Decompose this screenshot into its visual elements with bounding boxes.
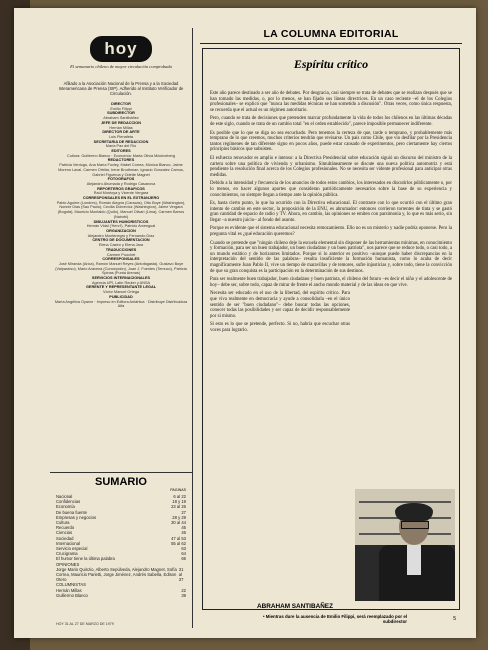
- summary-item-page: 64: [181, 551, 186, 557]
- masthead-column: [50, 28, 193, 628]
- summary-item-title: Empresas y negocios: [56, 514, 97, 520]
- staff-heading: TRADUCCIONES: [105, 247, 137, 252]
- staff-names: Víctor Manuel Ortega: [102, 290, 140, 295]
- affiliation-text: Afiliado a la Asociación Nacional de la Prensa y a la Sociedad Interamericana de Prensa (SIP). Adherido al Instituto Verificador de Circulación.: [58, 81, 184, 96]
- staff-heading: JEFE DE REDACCION: [101, 120, 141, 125]
- summary-item-title: Nacional: [56, 494, 73, 499]
- staff-heading: SERVICIOS INTERNACIONALES: [91, 276, 151, 281]
- summary-item-title: De buena fuente: [56, 509, 87, 515]
- editorial-title: Espíritu crítico: [293, 57, 369, 71]
- author-photo: [355, 489, 455, 601]
- staff-names: Hernán Millas: [109, 125, 133, 130]
- staff-heading: EDITORES: [111, 149, 131, 154]
- staff-names: María Paz del Río: [105, 144, 137, 149]
- summary-item-page: 23 al 26: [171, 504, 186, 510]
- staff-heading: SECRETARIA DE REDACCION: [93, 139, 149, 144]
- staff-names: Pablo Aguirre (Londres), Román Alegría (Caracas), Otto Boye (Washington), Nonnie Dias (Sao Paulo), Cecilia Dobrevicz (Washington), Jaime Vergara (Bogotá), Mauricio Montaldo (Quito), Manuel Olivari (Lima), Carmen Barros (Nairobi): [56, 200, 186, 219]
- staff-heading: CORRESPONSALES EN EL EXTRANJERO: [82, 196, 160, 201]
- hair-image: [395, 503, 433, 521]
- editorial-box: [202, 48, 460, 624]
- staff-names: Emilio Filippi: [110, 106, 132, 111]
- summary-item-page: 6 al 22: [173, 494, 186, 499]
- summary-item-page: 46: [181, 530, 186, 536]
- staff-heading: CENTRO DE DOCUMENTACION: [92, 238, 150, 243]
- staff-heading: FOTOGRAFOS: [107, 177, 135, 182]
- staff-heading: CORRESPONSALES: [102, 257, 140, 262]
- staff-heading: ORGANIZACION: [106, 228, 136, 233]
- summary-item-title: Confidencias: [56, 499, 81, 505]
- editorial-paragraph: Cuando se pretende que "ningún chileno deje la escuela elemental sin disponer de las herramientas mínimas, en conocimiento y formación, para ser un buen trabajador, un buen ciudadano y un buen patriota", nos parece que se reduce todo, o casi todo, a un mundo estático y de horizontes limitados. Porque si lo anterior es positivo –aunque puede haber discrepancias en la interpretación del sentido de las palabras– resulta insuficiente la formación humanista, como lo acaba de decir magníficamente Juan Pablo II, vive un tiempo de maravillas y de temores, sufre injusticias y, sobre todo, tiene la convicción de que su gran conquista es la participación en la determinación de sus destinos.: [210, 240, 452, 274]
- editorial-paragraph: Pero, cuando se trata de decisiones que pretenden marcar profundamente la vida de todos los chilenos en las últimas décadas de este siglo, cuando se trata de un cambio total "en el orden establecido", parece imposible permanecer indiferente.: [210, 116, 452, 127]
- summary-item-title: Recuerdo: [56, 525, 75, 531]
- staff-heading: REDACTORES: [107, 158, 135, 163]
- issue-footer: HOY 31 AL 27 DE MARZO DE 1979: [56, 622, 114, 626]
- staff-heading: REPORTEROS GRAFICOS: [97, 186, 145, 191]
- staff-names: Alejandro Ahumada y Rodrigo Casanova: [86, 181, 156, 186]
- summary-item-title: Ciencias: [56, 530, 73, 536]
- page-number: 5: [453, 616, 456, 622]
- author-note: • Mientras dure la ausencia de Emilio Filippi, será reemplazado por el subdirector: [262, 614, 407, 624]
- summary-item-page: 55 al 62: [171, 540, 186, 546]
- shirt-image: [407, 545, 421, 575]
- editorial-paragraph: Debido a la intensidad y frecuencia de los anuncios de todos estos cambios, los interesados en discutirlos públicamente o, por lo menos, en hacer algunos aportes que consideran patrióticamente necesarios sobre la base de su experiencia y conocimientos, no siempre llegan a tiempo ante la opinión pública.: [210, 181, 452, 198]
- editorial-paragraph: El esfuerzo renovador es amplio e intenso: a la Directiva Presidencial sobre educación siguió un discurso del ministro de la cartera sobre una política de vivienda y urbanismo. Simultáneamente se discute una nueva política automotriz y está pendiente la resolución final acerca de los Colegios profesionales. No se necesita ser vidente profesional para anticipar otras medidas.: [210, 155, 452, 178]
- summary-list: [56, 494, 186, 598]
- summary-item-title: Internacional: [56, 540, 80, 546]
- magazine-page: [14, 8, 476, 638]
- summary-item-page: 39: [181, 592, 186, 598]
- staff-names: Luis Plenafeta: [108, 134, 134, 139]
- glasses-image: [401, 521, 429, 529]
- pages-label: PAGINAS: [170, 488, 186, 492]
- summary-item-page: 27: [181, 509, 186, 515]
- editorial-paragraph: Es posible que lo que se diga no sea escuchado. Pero tenemos la certeza de que, tarde o temprano, y probablemente más temprano de lo que creemos, muchos criterios tendrán que revisarse. Un país como Chile, que vio desfilar por la Presidencia tantos regímenes de tan diferente signo en pocos años, puede estar cansado de experimentos, pero ciertamente hay ciertos principios básicos que subsisten.: [210, 130, 452, 153]
- summary-title: SUMARIO: [50, 472, 192, 488]
- summary-item-title: Crucigrama: [56, 551, 78, 557]
- summary-item: [56, 567, 186, 583]
- staff-heading: SUBDIRECTOR: [107, 111, 135, 116]
- staff-names: Hernán Vidal ('Hervi'), Patricio Amengual: [86, 224, 156, 229]
- summary-item-title: El humor tiene la última palabra: [56, 556, 115, 562]
- summary-item-page: 63: [181, 546, 186, 552]
- column-header: LA COLUMNA EDITORIAL: [200, 28, 462, 44]
- summary-item-page: 31 al 37: [178, 566, 184, 583]
- editorial-paragraph: Para ser realmente buen trabajador, buen ciudadano y buen patriota, el chileno del futuro –es decir el niño y el adolescente de hoy– debe ser, sobre todo, capaz de mirar de frente el ancho mundo material y de las ideas en que vive.: [210, 277, 452, 288]
- summary-item-title: Guillermo Blanco: [56, 592, 88, 598]
- summary-item-title: OPINIONES: [56, 561, 80, 567]
- summary-item-page: 28 y 29: [172, 514, 186, 520]
- summary-item-page: 18 y 19: [172, 499, 186, 505]
- staff-heading: PUBLICIDAD: [109, 294, 133, 299]
- summary-item-title: Jorge Mario Quinzio, Alberto Sepúlveda, Alejandro Magnet, Sofía Correa, Mauricio Parietti, Jorge Jiménez, Andrés Sabella, Edison Otero: [56, 566, 177, 583]
- summary-item: [56, 593, 186, 598]
- editorial-paragraph: Este año parece destinado a ser año de debates. Por desgracia, casi siempre se trata de debates que se realizan después que se han tomado las medidas, o, por lo menos, se han fijado sus líneas directrices. En un caso reciente –el de los Colegios profesionales– se explicó que "nunca las medidas técnicas se han sometido a discusión". Otras veces, como única respuesta, se recuerda que el actual es un régimen autoritario.: [210, 91, 452, 113]
- summary-item-title: Cultura: [56, 520, 70, 526]
- staff-names: Carmen Poochet: [106, 252, 136, 257]
- summary-item-title: Sociedad: [56, 535, 74, 541]
- summary-item-title: Hernán Millas: [56, 587, 82, 593]
- summary-item-title: COLUMNISTAS: [56, 582, 86, 588]
- staff-names: Cultura: Guillermo Blanco · Economía: Marta Olivia Möckneberg: [66, 153, 176, 158]
- hoy-logo: hoy: [90, 36, 152, 62]
- editorial-paragraph: Es, hasta cierto punto, lo que ha ocurrido con la Directiva educacional. El contraste con lo que ocurrió con el último gran intento de cambio en este sector, la proposición de la ENU, es abrumador: entonces corrieron torrentes de tinta y se gastó gran cantidad de espacio de radio y TV. Ahora, en cambio, las opiniones se emiten con parsimonia y, lo que es más serio, sin llegar –a nuestro juicio– al fondo del asunto.: [210, 201, 452, 223]
- editorial-body: [210, 91, 452, 337]
- staff-names: María Angélica Oyarce · Impreso en Editora Antártica · Distribuye Distribuidora Alfa: [54, 299, 188, 309]
- staff-names: Patricia Verdugo, Ana María Foxley, Mabel Correa, Mónica Blanco, Jaime Moreno Laval, Carmen Orbilar, Irene Brodhman, Ignacio Gonzalez Camus, Gabriel Figueroa y Odette Magnet: [58, 163, 184, 177]
- editorial-paragraph: Necesita ser educado en el uso de la libertad, del espíritu crítico. Para que viva realmente en democracia y ayude a consolidarla –en el único sentido de ser "buen ciudadano"– debe buscar todas las opciones, conocer todas las posibilidades y ser capaz de decidir responsablemente por sí mismo.: [210, 291, 350, 319]
- staff-names: Elena Castro y Elena Jara: [98, 243, 144, 248]
- summary-item-page: 66: [181, 556, 186, 562]
- staff-heading: DIBUJANTES HUMORISTICOS: [93, 219, 149, 224]
- staff-heading: GERENTE Y REPRESENTANTE LEGAL: [85, 285, 157, 290]
- staff-heading: DIRECTOR DE ARTE: [102, 130, 140, 135]
- editorial-paragraph: Si esto es lo que se pretende, perfecto. Si no, habría que escuchar otras voces para lograrlo.: [210, 322, 350, 333]
- summary-item-page: 30 al 44: [171, 520, 186, 526]
- staff-list: [50, 102, 192, 309]
- staff-names: José Miranda (Arica), Ramón Manuel Reyes (Antofagasta), Gustavo Boye (Valparaíso), Mario Aravena (Concepción), Juan J. Fuentes (Temuco), Patricia Spinas (Punta Arenas): [55, 261, 187, 276]
- tagline: El semanario chileno de mayor circulación comprobada: [70, 64, 172, 69]
- staff-names: Agencia UPI, Latin Reuter y ANSA: [91, 280, 151, 285]
- summary-item-page: 47 al 53: [171, 535, 186, 541]
- author-name: ABRAHAM SANTIBAÑEZ: [257, 603, 333, 610]
- summary-item-page: 45: [181, 525, 186, 531]
- summary-item-page: 22: [181, 587, 186, 593]
- summary-item-title: Servicio especial: [56, 546, 88, 552]
- summary-item-title: Economía: [56, 504, 75, 510]
- editorial-paragraph: Porque es evidente que el sistema educacional necesita remozamiento. Ello no es un misterio y nadie podría oponerse. Pero la pregunta vital es ¿qué educación queremos?: [210, 226, 452, 238]
- editorial-column: [200, 28, 462, 628]
- staff-names: Alejandro Montenegro y Fernando Díaz: [87, 233, 155, 238]
- staff-names: Abraham Santibáñez: [103, 116, 139, 121]
- staff-names: Raúl Montoya y Vicente Vergara: [93, 191, 149, 196]
- staff-heading: DIRECTOR: [111, 102, 131, 106]
